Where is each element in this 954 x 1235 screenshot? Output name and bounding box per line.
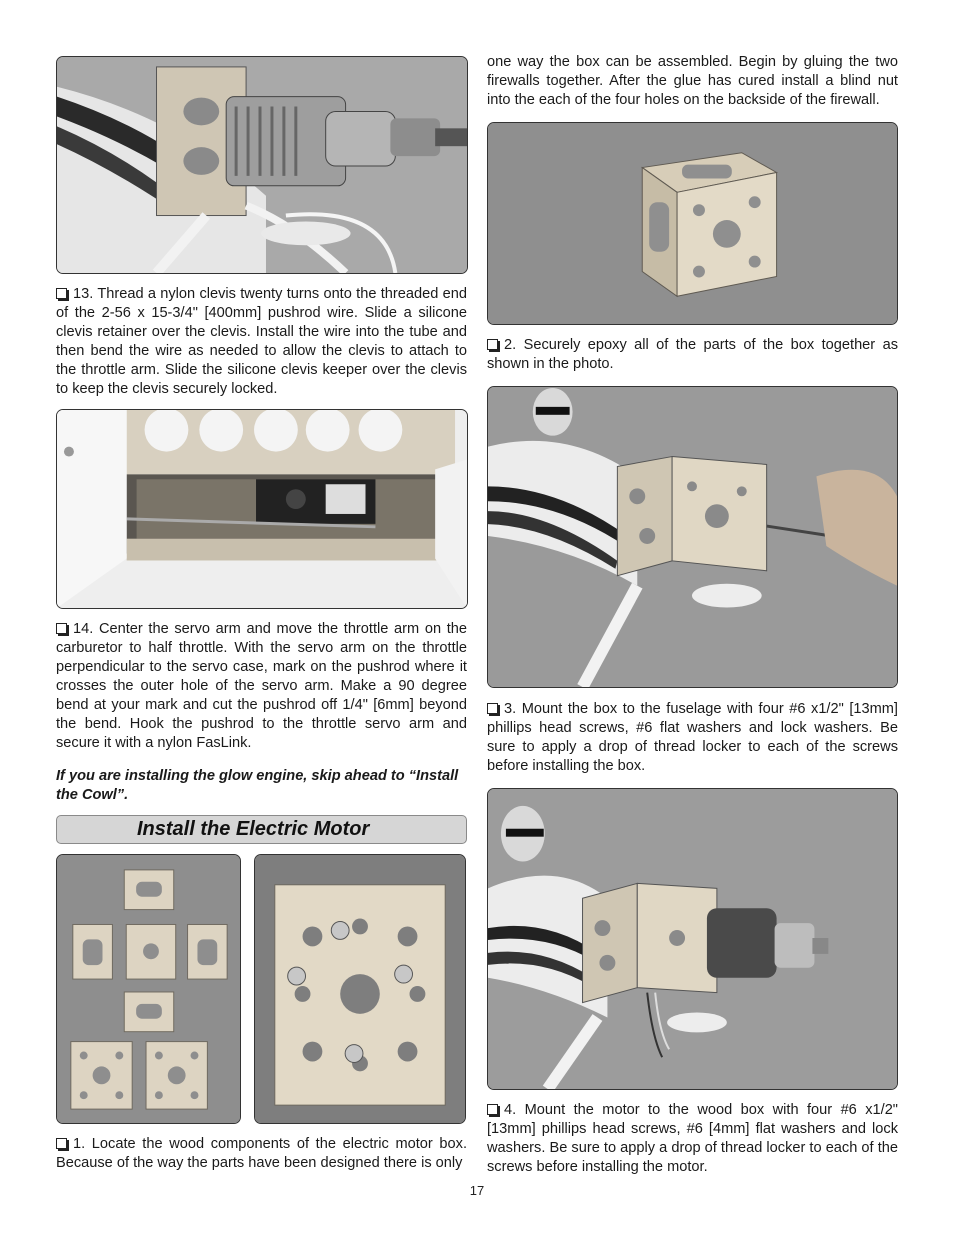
checkbox-icon[interactable] [487,703,498,714]
section-header [56,815,467,844]
photo-throttle-servo [56,409,468,609]
checkbox-icon[interactable] [487,1104,498,1115]
step-1-continued-text: one way the box can be assembled. Begin by gluing the two firewalls together. After the glue has cured install a blind nut into the each of the four holes on the backside of the firewall. [487,54,898,108]
photo-firewall-blind-nuts [254,854,466,1124]
photo-box-on-fuselage [487,386,898,688]
photo-wood-parts [56,854,241,1124]
step-4-text: 4. Mount the motor to the wood box with four #6 x1/2" [13mm] phillips head screws, #6 [4mm] flat washers and lock washers. Be sure to apply a drop of thread locker to each of the screws before installing the motor. [487,1102,898,1175]
checkbox-icon[interactable] [56,288,67,299]
step-13-text: 13. Thread a nylon clevis twenty turns onto the threaded end of the 2-56 x 15-3/4" [400mm] pushrod wire. Slide a silicone clevis retainer over the clevis. Install the wire into the tube and then bend the wire as needed to allow the clevis to attach to the throttle arm. Slide the silicone clevis keeper over the clevis to keep the clevis securely locked. [56,286,467,397]
step-2-text: 2. Securely epoxy all of the parts of the box together as shown in the photo. [487,337,898,372]
checkbox-icon[interactable] [56,623,67,634]
step-1-text: 1. Locate the wood components of the electric motor box. Because of the way the parts have been designed there is only [56,1136,467,1171]
glow-engine-note: If you are installing the glow engine, skip ahead to “Install the Cowl”. [56,768,459,803]
page-number: 17 [469,1183,485,1198]
photo-glow-engine [56,56,468,274]
step-14-text: 14. Center the servo arm and move the throttle arm on the carburetor to half throttle. With the servo arm on the throttle perpendicular to the servo case, mark on the pushrod where it crosses the outer hole of the servo arm. Make a 90 degree bend at your mark and cut the pushrod off 1/4" [6mm] beyond the bend. Hook the pushrod to the throttle servo arm and secure it with a nylon FasLink. [56,621,467,751]
section-title: Install the Electric Motor [137,818,370,840]
photo-motor-on-box [487,788,898,1090]
checkbox-icon[interactable] [56,1138,67,1149]
photo-assembled-box [487,122,898,325]
checkbox-icon[interactable] [487,339,498,350]
step-3-text: 3. Mount the box to the fuselage with four #6 x1/2" [13mm] phillips head screws, #6 flat washers and lock washers. Be sure to apply a drop of thread locker to each of the screws before installing the box. [487,701,898,774]
